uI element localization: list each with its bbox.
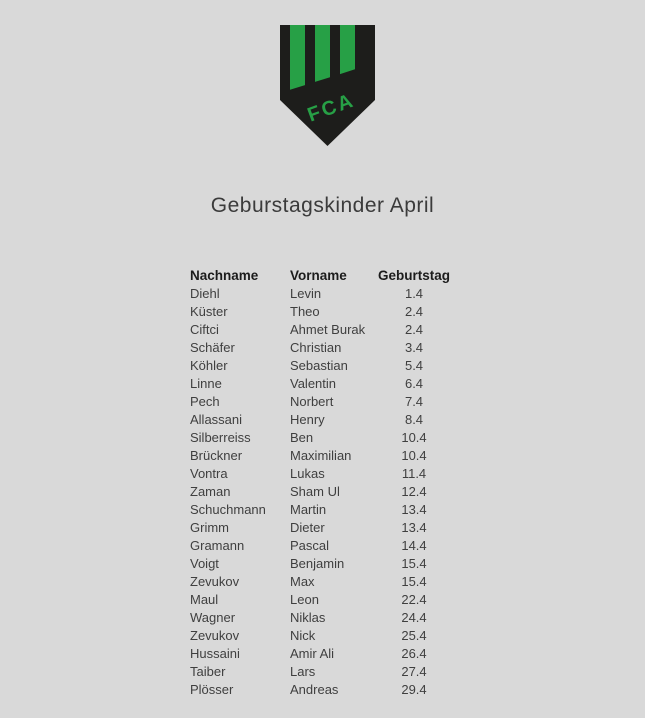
- lastname-cell: Pech: [190, 393, 220, 409]
- lastname-cell: Vontra: [190, 465, 228, 481]
- firstname-cell: Maximilian: [290, 447, 352, 463]
- table-row: [190, 536, 450, 554]
- firstname-cell: Lars: [290, 663, 316, 679]
- table-row: [190, 302, 450, 320]
- table-row: [190, 500, 450, 518]
- table-row: [190, 554, 450, 572]
- table-row: [190, 374, 450, 392]
- col-header-geburtstag: Geburtstag: [378, 267, 451, 283]
- birthday-cell: 13.4: [401, 501, 427, 517]
- firstname-cell: Benjamin: [290, 555, 345, 571]
- lastname-cell: Zevukov: [190, 573, 240, 589]
- firstname-cell: Christian: [290, 339, 342, 355]
- table-row: [190, 626, 450, 644]
- crest-stripe-2: [315, 25, 330, 82]
- firstname-cell: Sebastian: [290, 357, 348, 373]
- birthday-table: [190, 266, 450, 698]
- table-row: [190, 572, 450, 590]
- birthday-cell: 15.4: [401, 555, 427, 571]
- table-row: [190, 446, 450, 464]
- lastname-cell: Köhler: [190, 357, 228, 373]
- lastname-cell: Grimm: [190, 519, 229, 535]
- crest-text: FCA: [304, 89, 358, 127]
- lastname-cell: Hussaini: [190, 645, 240, 661]
- birthday-cell: 2.4: [404, 321, 424, 337]
- table-row: [190, 662, 450, 680]
- table-row: [190, 410, 450, 428]
- firstname-cell: Valentin: [290, 375, 337, 391]
- birthday-cell: 15.4: [401, 573, 427, 589]
- birthday-cell: 1.4: [404, 285, 424, 301]
- birthday-table-body: [190, 284, 450, 698]
- birthday-cell: 5.4: [404, 357, 424, 373]
- firstname-cell: Lukas: [290, 465, 325, 481]
- page-title: Geburstagskinder April: [210, 194, 435, 217]
- crest-stripe-3: [340, 25, 355, 74]
- birthday-cell: 3.4: [404, 339, 424, 355]
- birthday-cell: 12.4: [401, 483, 427, 499]
- firstname-cell: Pascal: [290, 537, 330, 553]
- table-row: [190, 428, 450, 446]
- birthday-cell: 29.4: [401, 681, 427, 697]
- firstname-cell: Sham Ul: [290, 483, 340, 499]
- table-header-row: [190, 266, 450, 284]
- lastname-cell: Taiber: [190, 663, 226, 679]
- lastname-cell: Allassani: [190, 411, 243, 427]
- firstname-cell: Norbert: [290, 393, 334, 409]
- birthday-cell: 27.4: [401, 663, 427, 679]
- table-row: [190, 284, 450, 302]
- lastname-cell: Silberreiss: [190, 429, 251, 445]
- lastname-cell: Brückner: [190, 447, 243, 463]
- lastname-cell: Linne: [190, 375, 222, 391]
- table-row: [190, 590, 450, 608]
- col-header-vorname: Vorname: [290, 267, 347, 283]
- table-row: [190, 464, 450, 482]
- lastname-cell: Voigt: [190, 555, 219, 571]
- lastname-cell: Ciftci: [190, 321, 219, 337]
- lastname-cell: Diehl: [190, 285, 220, 301]
- birthday-cell: 8.4: [404, 411, 424, 427]
- birthday-cell: 26.4: [401, 645, 427, 661]
- birthday-cell: 22.4: [401, 591, 427, 607]
- birthday-cell: 24.4: [401, 609, 427, 625]
- birthday-cell: 7.4: [404, 393, 424, 409]
- table-row: [190, 320, 450, 338]
- lastname-cell: Zevukov: [190, 627, 240, 643]
- table-row: [190, 338, 450, 356]
- table-row: [190, 482, 450, 500]
- table-row: [190, 518, 450, 536]
- firstname-cell: Dieter: [290, 519, 325, 535]
- lastname-cell: Wagner: [190, 609, 236, 625]
- birthday-cell: 11.4: [401, 465, 427, 481]
- lastname-cell: Schuchmann: [190, 501, 266, 517]
- lastname-cell: Gramann: [190, 537, 245, 553]
- club-crest-logo: [280, 25, 375, 147]
- firstname-cell: Andreas: [290, 681, 339, 697]
- firstname-cell: Leon: [290, 591, 319, 607]
- firstname-cell: Levin: [290, 285, 322, 301]
- col-header-nachname: Nachname: [190, 267, 259, 283]
- birthday-cell: 6.4: [404, 375, 424, 391]
- firstname-cell: Ben: [290, 429, 314, 445]
- birthday-table-head: [190, 266, 450, 284]
- birthday-cell: 14.4: [401, 537, 427, 553]
- birthday-cell: 13.4: [401, 519, 427, 535]
- lastname-cell: Zaman: [190, 483, 231, 499]
- birthday-cell: 10.4: [401, 429, 427, 445]
- lastname-cell: Plösser: [190, 681, 234, 697]
- lastname-cell: Schäfer: [190, 339, 235, 355]
- firstname-cell: Theo: [290, 303, 320, 319]
- birthday-cell: 2.4: [404, 303, 424, 319]
- table-row: [190, 644, 450, 662]
- firstname-cell: Max: [290, 573, 315, 589]
- firstname-cell: Henry: [290, 411, 325, 427]
- firstname-cell: Amir Ali: [290, 645, 335, 661]
- firstname-cell: Martin: [290, 501, 327, 517]
- birthday-cell: 25.4: [401, 627, 427, 643]
- table-row: [190, 356, 450, 374]
- crest-stripe-1: [290, 25, 305, 90]
- firstname-cell: Nick: [290, 627, 316, 643]
- firstname-cell: Niklas: [290, 609, 326, 625]
- birthday-cell: 10.4: [401, 447, 427, 463]
- table-row: [190, 392, 450, 410]
- table-row: [190, 608, 450, 626]
- lastname-cell: Küster: [190, 303, 228, 319]
- firstname-cell: Ahmet Burak: [290, 321, 366, 337]
- table-row: [190, 680, 450, 698]
- lastname-cell: Maul: [190, 591, 219, 607]
